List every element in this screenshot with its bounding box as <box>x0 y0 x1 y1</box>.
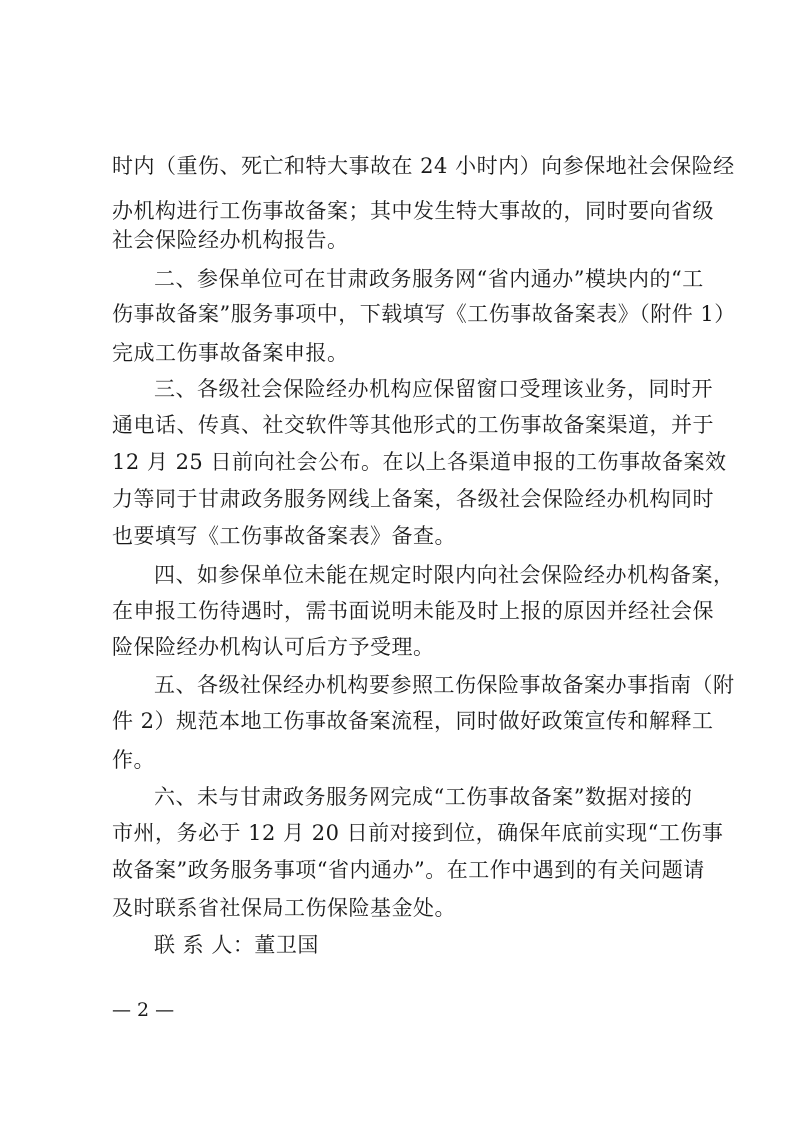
text-line: 及时联系省社保局工伤保险基金处。 <box>112 896 456 920</box>
text-line: 伤事故备案”服务事项中，下载填写《工伤事故备案表》（附件 1） <box>112 302 736 326</box>
text-line: 力等同于甘肃政务服务网线上备案，各级社会保险经办机构同时 <box>112 487 714 511</box>
text-line: 作。 <box>112 748 155 772</box>
text-line: 市州，务必于 12 月 20 日前对接到位，确保年底前实现“工伤事 <box>112 821 724 845</box>
text-line: 也要填写《工伤事故备案表》备查。 <box>112 524 456 548</box>
text-line: 完成工伤事故备案申报。 <box>112 341 349 365</box>
text-line: 社会保险经办机构报告。 <box>112 228 349 252</box>
text-line: 在申报工伤待遇时，需书面说明未能及时上报的原因并经社会保 <box>112 599 714 623</box>
paragraph-4-start: 四、如参保单位未能在规定时限内向社会保险经办机构备案， <box>154 563 735 587</box>
contact-person: 联 系 人：董卫国 <box>154 933 319 957</box>
text-line: 12 月 25 日前向社会公布。在以上各渠道申报的工伤事故备案效 <box>112 450 727 474</box>
text-line: 险保险经办机构认可后方予受理。 <box>112 635 435 659</box>
paragraph-2-start: 二、参保单位可在甘肃政务服务网“省内通办”模块内的“工 <box>154 267 704 291</box>
text-line: 办机构进行工伤事故备案；其中发生特大事故的，同时要向省级 <box>112 199 714 223</box>
text-line: 故备案”政务服务事项“省内通办”。在工作中遇到的有关问题请 <box>112 858 705 882</box>
paragraph-5-start: 五、各级社保经办机构要参照工伤保险事故备案办事指南（附 <box>154 673 735 697</box>
text-line: 通电话、传真、社交软件等其他形式的工伤事故备案渠道，并于 <box>112 413 714 437</box>
text-line: 件 2）规范本地工伤事故备案流程，同时做好政策宣传和解释工 <box>112 709 714 733</box>
text-line: 时内（重伤、死亡和特大事故在 24 小时内）向参保地社会保险经 <box>112 154 735 178</box>
paragraph-3-start: 三、各级社会保险经办机构应保留窗口受理该业务，同时开 <box>154 377 713 401</box>
page-number: — 2 — <box>112 999 175 1021</box>
paragraph-6-start: 六、未与甘肃政务服务网完成“工伤事故备案”数据对接的 <box>154 785 693 809</box>
